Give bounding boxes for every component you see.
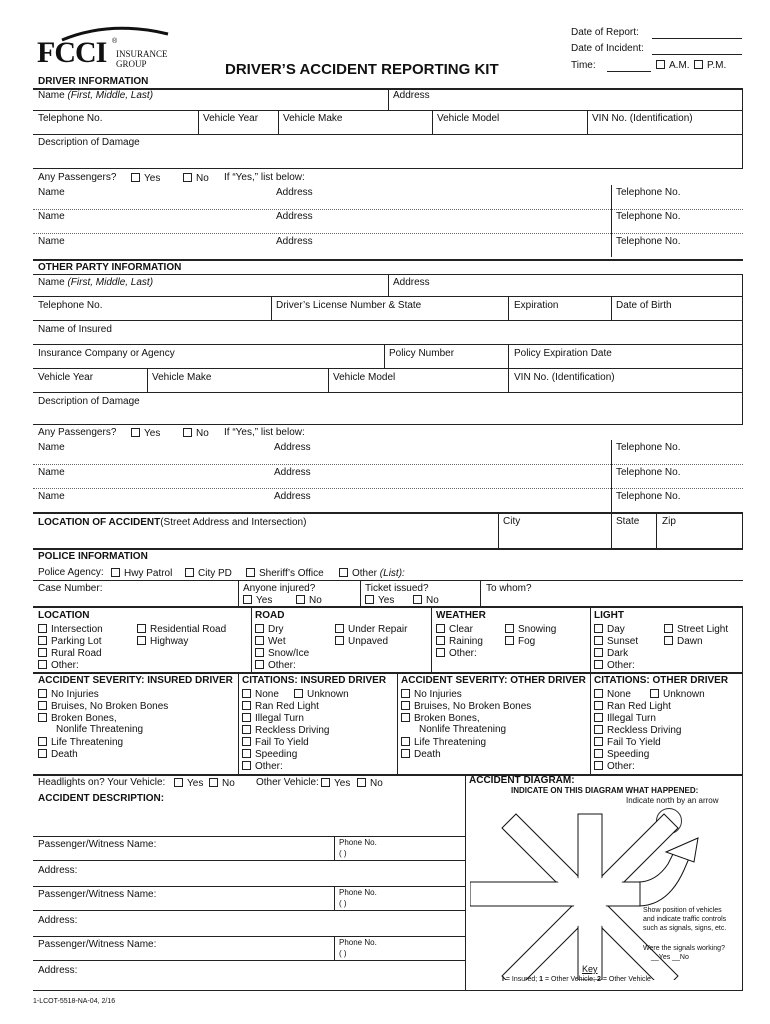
severity-other-option[interactable]: No Injuries (401, 689, 462, 700)
signals-answer[interactable]: __Yes __No (651, 954, 689, 961)
divider (33, 886, 465, 887)
key-legend: I = Insured; 1 = Other Vehicle; 2 = Other Vehicle (502, 976, 651, 983)
divider (33, 424, 743, 425)
driver-vehicle-make-field[interactable]: Vehicle Make (283, 113, 343, 124)
witness-phone-field[interactable]: ( ) (339, 949, 347, 958)
road-option[interactable]: Snow/Ice (255, 648, 309, 659)
passenger-name-field[interactable]: Name (38, 442, 65, 453)
weather-title: WEATHER (436, 610, 486, 621)
light-option[interactable]: Street Light (664, 624, 728, 635)
divider (388, 274, 389, 296)
passenger-address-field[interactable]: Address (274, 467, 311, 478)
location-option[interactable]: Other: (38, 660, 79, 671)
divider (33, 606, 743, 608)
divider (498, 512, 499, 548)
road-option[interactable]: Wet (255, 636, 286, 647)
location-title: LOCATION (38, 610, 90, 621)
road-title: ROAD (255, 610, 285, 621)
other-license-field[interactable]: Driver’s License Number & State (276, 300, 422, 311)
passenger-phone-field[interactable]: Telephone No. (616, 211, 681, 222)
divider (465, 774, 466, 990)
witness-address-field[interactable]: Address: (38, 865, 78, 876)
citations-insured-option[interactable]: None (242, 689, 279, 700)
signals-question: Were the signals working? (643, 945, 725, 952)
road-option[interactable]: Unpaved (335, 636, 388, 647)
anyone-injured-label: Anyone injured? (243, 583, 316, 594)
divider (611, 185, 612, 257)
other-vehicle-label: Other Vehicle: (256, 777, 319, 788)
road-option[interactable]: Dry (255, 624, 284, 635)
divider (33, 320, 743, 321)
other-address-field[interactable]: Address (393, 277, 430, 288)
divider (33, 392, 743, 393)
divider (384, 344, 385, 368)
divider (742, 672, 743, 774)
ticket-issued-label: Ticket issued? (365, 583, 429, 594)
divider (33, 836, 465, 837)
divider (33, 368, 743, 369)
driver-vin-field[interactable]: VIN No. (Identification) (592, 113, 693, 124)
citations-other-unknown-option[interactable]: Unknown (650, 689, 705, 700)
witness-phone-label: Phone No. (339, 938, 377, 947)
headlights-label: Headlights on? Your Vehicle: (38, 777, 166, 788)
divider (33, 990, 743, 991)
driver-passengers-yes[interactable]: Yes (131, 173, 160, 184)
light-title: LIGHT (594, 610, 624, 621)
date-of-incident-field[interactable] (652, 54, 742, 55)
divider (611, 296, 612, 320)
citations-other-title: CITATIONS: OTHER DRIVER (594, 675, 729, 686)
road-option[interactable]: Under Repair (335, 624, 407, 635)
divider (590, 606, 591, 672)
divider (334, 936, 335, 960)
passenger-phone-field[interactable]: Telephone No. (616, 442, 681, 453)
citations-other-option[interactable]: None (594, 689, 631, 700)
severity-insured-nonlife-label: Nonlife Threatening (56, 724, 144, 735)
passenger-phone-field[interactable]: Telephone No. (616, 187, 681, 198)
witness-phone-field[interactable]: ( ) (339, 899, 347, 908)
passenger-phone-field[interactable]: Telephone No. (616, 236, 681, 247)
passenger-name-field[interactable]: Name (38, 491, 65, 502)
other-name-field[interactable]: Name (First, Middle, Last) (38, 277, 154, 288)
divider (198, 110, 199, 134)
case-number-field[interactable]: Case Number: (38, 583, 103, 594)
headlights-your-no[interactable]: No (209, 778, 235, 789)
driver-section-title: DRIVER INFORMATION (38, 76, 149, 87)
witness-phone-label: Phone No. (339, 838, 377, 847)
logo-line2: GROUP (116, 59, 147, 69)
location-option[interactable]: Highway (137, 636, 188, 647)
light-option[interactable]: Other: (594, 660, 635, 671)
citations-other-option[interactable]: Fail To Yield (594, 737, 661, 748)
headlights-other-no[interactable]: No (357, 778, 383, 789)
citations-other-option[interactable]: Illegal Turn (594, 713, 656, 724)
divider (742, 88, 743, 168)
witness-address-field[interactable]: Address: (38, 965, 78, 976)
divider (33, 910, 465, 911)
location-option[interactable]: Rural Road (38, 648, 102, 659)
state-field[interactable]: State (616, 516, 640, 527)
injured-no[interactable]: No (296, 595, 322, 606)
other-damage-field[interactable]: Description of Damage (38, 396, 140, 407)
divider (33, 209, 743, 210)
show-position-note-2: and indicate traffic controls (643, 916, 727, 923)
weather-option[interactable]: Other: (436, 648, 477, 659)
pm-checkbox[interactable] (694, 60, 726, 71)
weather-option[interactable]: Fog (505, 636, 535, 647)
divider (33, 774, 743, 776)
location-option[interactable]: Residential Road (137, 624, 226, 635)
divider (33, 860, 465, 861)
divider (33, 259, 743, 261)
show-position-note-1: Show position of vehicles (643, 907, 722, 914)
divider (431, 606, 432, 672)
divider (432, 110, 433, 134)
divider (590, 672, 591, 774)
police-agency-label: Police Agency: (38, 567, 104, 578)
divider (388, 88, 389, 110)
diagram-subtitle: INDICATE ON THIS DIAGRAM WHAT HAPPENED: (511, 786, 699, 795)
severity-insured-title: ACCIDENT SEVERITY: INSURED DRIVER (38, 675, 233, 686)
driver-name-field[interactable]: Name (First, Middle, Last) (38, 90, 154, 101)
witness-name-field[interactable]: Passenger/Witness Name: (38, 839, 157, 850)
logo-swoosh (60, 24, 170, 44)
other-passengers-list-label: If “Yes,” list below: (224, 427, 305, 438)
divider (742, 512, 743, 548)
citations-insured-option[interactable]: Reckless Driving (242, 725, 329, 736)
passenger-name-field[interactable]: Name (38, 211, 65, 222)
road-option[interactable]: Other: (255, 660, 296, 671)
severity-insured-option[interactable]: Life Threatening (38, 737, 123, 748)
divider (480, 580, 481, 606)
citations-insured-option[interactable]: Other: (242, 761, 283, 772)
divider (656, 512, 657, 548)
divider (611, 512, 612, 548)
driver-passengers-label: Any Passengers? (38, 172, 117, 183)
divider (33, 548, 743, 550)
city-pd-checkbox[interactable]: City PD (185, 568, 232, 579)
police-section-title: POLICE INFORMATION (38, 551, 148, 562)
date-of-report-label: Date of Report: (571, 27, 639, 38)
witness-address-field[interactable]: Address: (38, 915, 78, 926)
light-option[interactable]: Day (594, 624, 625, 635)
zip-field[interactable]: Zip (662, 516, 676, 527)
to-whom-field[interactable]: To whom? (486, 583, 532, 594)
passenger-address-field[interactable]: Address (276, 236, 313, 247)
pm-label: P.M. (707, 60, 727, 71)
divider (33, 344, 743, 345)
divider (611, 440, 612, 512)
ticket-no[interactable]: No (413, 595, 439, 606)
divider (33, 464, 743, 465)
severity-other-option[interactable]: Death (401, 749, 441, 760)
other-section-title: OTHER PARTY INFORMATION (38, 262, 182, 273)
date-of-incident-label: Date of Incident: (571, 43, 644, 54)
other-agency-checkbox[interactable]: Other (List): (339, 568, 405, 579)
other-expiration-field[interactable]: Expiration (514, 300, 559, 311)
divider (33, 168, 743, 169)
light-option[interactable]: Dark (594, 648, 628, 659)
citations-insured-option[interactable]: Ran Red Light (242, 701, 319, 712)
passenger-phone-field[interactable]: Telephone No. (616, 467, 681, 478)
logo-letters: FCCI (37, 36, 107, 69)
passenger-address-field[interactable]: Address (274, 442, 311, 453)
severity-other-option[interactable]: Broken Bones, (401, 713, 480, 724)
divider (271, 296, 272, 320)
divider (397, 672, 398, 774)
passenger-address-field[interactable]: Address (276, 211, 313, 222)
divider (360, 580, 361, 606)
severity-insured-option[interactable]: No Injuries (38, 689, 99, 700)
other-passengers-label: Any Passengers? (38, 427, 117, 438)
divider (33, 960, 465, 961)
driver-vehicle-year-field[interactable]: Vehicle Year (203, 113, 259, 124)
date-of-report-field[interactable] (652, 38, 742, 39)
severity-other-title: ACCIDENT SEVERITY: OTHER DRIVER (401, 675, 586, 686)
other-passengers-yes[interactable]: Yes (131, 428, 160, 439)
light-option[interactable]: Dawn (664, 636, 703, 647)
passenger-name-field[interactable]: Name (38, 236, 65, 247)
witness-name-field[interactable]: Passenger/Witness Name: (38, 889, 157, 900)
divider (33, 296, 743, 297)
location-option[interactable]: Intersection (38, 624, 103, 635)
time-field[interactable] (607, 71, 651, 72)
driver-passengers-no[interactable]: No (183, 173, 209, 184)
weather-option[interactable]: Raining (436, 636, 483, 647)
divider (33, 672, 743, 674)
logo-line1: INSURANCE (116, 49, 168, 59)
sheriff-checkbox[interactable]: Sheriff’s Office (246, 568, 324, 579)
other-vehicle-model-field[interactable]: Vehicle Model (333, 372, 396, 383)
driver-telephone-field[interactable]: Telephone No. (38, 113, 103, 124)
page-title: DRIVER’S ACCIDENT REPORTING KIT (225, 61, 499, 78)
divider (33, 580, 743, 581)
other-vehicle-year-field[interactable]: Vehicle Year (38, 372, 94, 383)
logo-registered: ® (112, 38, 118, 45)
divider (147, 368, 148, 392)
passenger-name-field[interactable]: Name (38, 187, 65, 198)
witness-phone-label: Phone No. (339, 888, 377, 897)
show-position-note-3: such as signals, signs, etc. (643, 925, 727, 932)
form-number: 1-LCOT-5518-NA-04, 2/16 (33, 998, 116, 1005)
am-label: A.M. (669, 60, 690, 71)
severity-other-option[interactable]: Bruises, No Broken Bones (401, 701, 531, 712)
diagram-title: ACCIDENT DIAGRAM: (469, 775, 575, 786)
citations-other-option[interactable]: Other: (594, 761, 635, 772)
accident-description-field[interactable] (33, 806, 465, 836)
location-of-accident-field[interactable]: LOCATION OF ACCIDENT(Street Address and Intersection) (38, 517, 307, 528)
other-vin-field[interactable]: VIN No. (Identification) (514, 372, 615, 383)
citations-insured-option[interactable]: Fail To Yield (242, 737, 309, 748)
driver-vehicle-model-field[interactable]: Vehicle Model (437, 113, 500, 124)
headlights-other-yes[interactable]: Yes (321, 778, 350, 789)
divider (334, 886, 335, 910)
divider (251, 606, 252, 672)
weather-option[interactable]: Clear (436, 624, 473, 635)
injured-yes[interactable]: Yes (243, 595, 272, 606)
divider (278, 110, 279, 134)
divider (508, 296, 509, 320)
divider (334, 836, 335, 860)
headlights-your-yes[interactable]: Yes (174, 778, 203, 789)
severity-insured-option[interactable]: Bruises, No Broken Bones (38, 701, 168, 712)
passenger-address-field[interactable]: Address (274, 491, 311, 502)
other-vehicle-make-field[interactable]: Vehicle Make (152, 372, 212, 383)
divider (33, 512, 743, 514)
severity-insured-option[interactable]: Broken Bones, (38, 713, 117, 724)
citations-other-option[interactable]: Speeding (594, 749, 649, 760)
divider (742, 606, 743, 672)
city-field[interactable]: City (503, 516, 521, 527)
key-title: Key (582, 964, 598, 974)
citations-insured-option[interactable]: Illegal Turn (242, 713, 304, 724)
other-company-field[interactable]: Insurance Company or Agency (38, 348, 175, 359)
divider (742, 774, 743, 990)
other-dob-field[interactable]: Date of Birth (616, 300, 672, 311)
passenger-phone-field[interactable]: Telephone No. (616, 491, 681, 502)
other-insured-field[interactable]: Name of Insured (38, 324, 112, 335)
other-passengers-no[interactable]: No (183, 428, 209, 439)
witness-name-field[interactable]: Passenger/Witness Name: (38, 939, 157, 950)
passenger-name-field[interactable]: Name (38, 467, 65, 478)
other-telephone-field[interactable]: Telephone No. (38, 300, 103, 311)
driver-address-field[interactable]: Address (393, 90, 430, 101)
light-option[interactable]: Sunset (594, 636, 638, 647)
time-label: Time: (571, 60, 596, 71)
ticket-yes[interactable]: Yes (365, 595, 394, 606)
divider (238, 580, 239, 606)
weather-option[interactable]: Snowing (505, 624, 556, 635)
severity-other-nonlife-label: Nonlife Threatening (419, 724, 507, 735)
other-policy-exp-field[interactable]: Policy Expiration Date (514, 348, 612, 359)
driver-passengers-list-label: If “Yes,” list below: (224, 172, 305, 183)
citations-other-option[interactable]: Reckless Driving (594, 725, 681, 736)
severity-other-option[interactable]: Life Threatening (401, 737, 486, 748)
am-checkbox[interactable] (656, 60, 690, 71)
divider (33, 488, 743, 489)
hwy-patrol-checkbox[interactable]: Hwy Patrol (111, 568, 172, 579)
other-policy-field[interactable]: Policy Number (389, 348, 455, 359)
divider (33, 110, 743, 111)
citations-other-option[interactable]: Ran Red Light (594, 701, 671, 712)
divider (33, 936, 465, 937)
citations-insured-option[interactable]: Speeding (242, 749, 297, 760)
accident-description-title: ACCIDENT DESCRIPTION: (38, 793, 165, 804)
severity-insured-option[interactable]: Death (38, 749, 78, 760)
divider (238, 672, 239, 774)
north-instruction: Indicate north by an arrow (626, 796, 719, 805)
divider (33, 134, 743, 135)
passenger-address-field[interactable]: Address (276, 187, 313, 198)
location-option[interactable]: Parking Lot (38, 636, 102, 647)
divider (33, 233, 743, 234)
citations-insured-unknown-option[interactable]: Unknown (294, 689, 349, 700)
driver-damage-field[interactable]: Description of Damage (38, 137, 140, 148)
divider (587, 110, 588, 134)
citations-insured-title: CITATIONS: INSURED DRIVER (242, 675, 387, 686)
witness-phone-field[interactable]: ( ) (339, 849, 347, 858)
divider (328, 368, 329, 392)
